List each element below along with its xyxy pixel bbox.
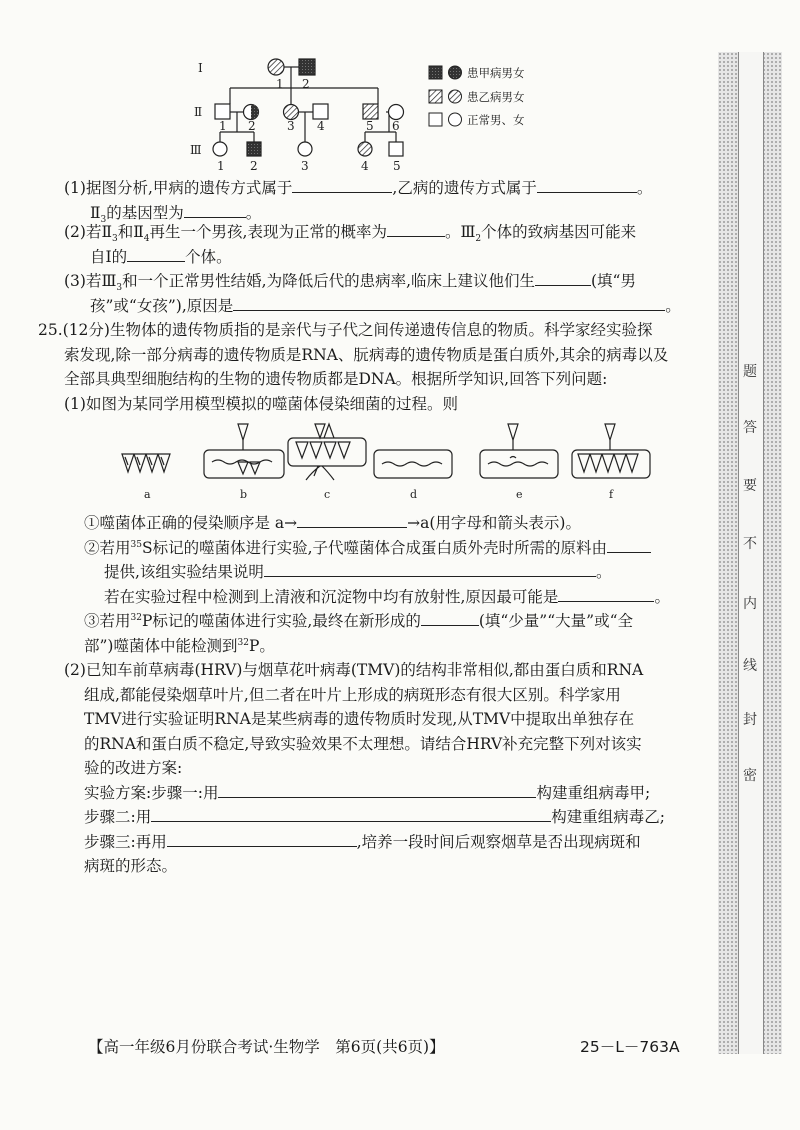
gen-label-II: Ⅱ (194, 105, 203, 119)
pedigree-II4 (313, 104, 328, 119)
pedigree-I1 (268, 59, 284, 75)
q25-part2-1: (2)已知车前草病毒(HRV)与烟草花叶病毒(TMV)的结构非常相似,都由蛋白质和RNA (64, 661, 644, 679)
gen-label-I: Ⅰ (198, 61, 203, 75)
step-3-cont: 病斑的形态。 (84, 857, 178, 875)
phage-infection-figure (110, 418, 670, 502)
q2-line2: 自Ⅰ的 个体。 (90, 248, 232, 266)
q3-line2: 孩”或“女孩”),原因是 。 (90, 297, 681, 315)
q25-part2-4: 的RNA和蛋白质不稳定,导致实验效果不太理想。请结合HRV补充完整下列对该实 (84, 735, 642, 753)
q25-part2-2: 组成,都能侵染烟草叶片,但二者在叶片上形成的病斑形态有很大区别。科学家用 (84, 686, 621, 704)
svg-text:1: 1 (276, 77, 284, 91)
q25-part2-3: TMV进行实验证明RNA是某些病毒的遗传物质时发现,从TMV中提取出单独存在 (84, 710, 635, 728)
svg-text:e: e (516, 488, 523, 501)
pedigree-II5 (363, 104, 378, 119)
q25-sub2-line3: 若在实验过程中检测到上清液和沉淀物中均有放射性,原因最可能是 。 (104, 588, 670, 606)
svg-text:2: 2 (248, 119, 256, 133)
q25-intro-3: 全部具典型细胞结构的生物的遗传物质都是DNA。根据所学知识,回答下列问题: (64, 370, 608, 388)
figure-f (572, 424, 650, 478)
q3-line1: (3)若$Ⅲ_3$和一个正常男性结婚,为降低后代的患病率,临床上建议他们生 (填“男 (64, 272, 636, 294)
pedigree-III2 (247, 142, 261, 156)
q25-sub3-line1: ③若用$^{32}$P标记的噬菌体进行实验,最终在新形成的 (填“少量”“大量”或“全 (84, 612, 633, 630)
answer-blank[interactable] (558, 587, 654, 602)
legend-normal: 正常男、女 (467, 113, 525, 127)
figure-d (374, 450, 452, 478)
seal-char: 答 (743, 420, 757, 436)
answer-blank[interactable] (297, 513, 407, 528)
figure-b (204, 424, 284, 478)
pedigree-II2 (244, 105, 259, 120)
q1-line2: $Ⅱ_3$的基因型为 。 (90, 204, 262, 226)
svg-text:d: d (410, 488, 418, 501)
seal-char: 不 (743, 536, 757, 552)
answer-blank[interactable] (167, 832, 357, 847)
q2-line1: (2)若$Ⅱ_3$和$Ⅱ_4$再生一个男孩,表现为正常的概率为 。$Ⅲ_2$个体的致病基因可能来 (64, 223, 637, 245)
figure-a (122, 454, 170, 472)
pedigree-III1 (213, 142, 227, 156)
q25-sub2-line1: ②若用$^{35}$S标记的噬菌体进行实验,子代噬菌体合成蛋白质外壳时所需的原料由 (84, 538, 651, 558)
pedigree-II3 (284, 105, 299, 120)
legend-a: 患甲病男女 (467, 66, 525, 80)
q25-part2-5: 验的改进方案: (84, 759, 183, 777)
seal-char: 密 (743, 768, 757, 784)
answer-blank[interactable] (218, 783, 536, 798)
figure-e (480, 424, 558, 478)
answer-blank[interactable] (607, 538, 651, 553)
pedigree-I2 (299, 59, 315, 75)
svg-text:4: 4 (361, 159, 369, 173)
answer-blank[interactable] (127, 247, 185, 262)
answer-blank[interactable] (421, 611, 479, 626)
seal-line-sidebar (718, 52, 782, 1054)
svg-text:c: c (324, 488, 331, 501)
seal-char: 线 (743, 658, 757, 674)
q25-part1: (1)如图为某同学用模型模拟的噬菌体侵染细菌的过程。则 (64, 395, 458, 413)
step-2: 步骤二:用 构建重组病毒乙; (84, 808, 665, 826)
answer-blank[interactable] (387, 222, 445, 237)
svg-text:b: b (240, 488, 248, 501)
pedigree-chart (190, 50, 430, 180)
answer-blank[interactable] (535, 271, 591, 286)
svg-text:f: f (609, 488, 614, 501)
step-3: 步骤三:再用 ,培养一段时间后观察烟草是否出现病斑和 (84, 833, 641, 851)
gen-label-III: Ⅲ (190, 143, 202, 157)
seal-char: 要 (743, 478, 757, 494)
svg-text:1: 1 (219, 119, 227, 133)
seal-char: 封 (743, 712, 757, 728)
svg-text:2: 2 (302, 77, 310, 91)
answer-blank[interactable] (264, 562, 596, 577)
seal-char: 题 (743, 364, 757, 380)
svg-text:a: a (144, 488, 151, 501)
seal-char: 内 (743, 596, 757, 612)
answer-blank[interactable] (537, 178, 637, 193)
svg-text:1: 1 (217, 159, 225, 173)
answer-blank[interactable] (233, 296, 665, 311)
pedigree-III4 (358, 142, 372, 156)
page-footer: 【高一年级6月份联合考试·生物学 第6页(共6页)】 (88, 1038, 445, 1056)
q25-intro-2: 索发现,除一部分病毒的遗传物质是RNA、朊病毒的遗传物质是蛋白质外,其余的病毒以及 (64, 346, 669, 364)
step-1: 实验方案:步骤一:用 构建重组病毒甲; (84, 784, 651, 802)
svg-text:4: 4 (317, 119, 325, 133)
figure-c (288, 424, 366, 480)
svg-text:5: 5 (366, 119, 374, 133)
q25-sub3-line2: 部”)噬菌体中能检测到$^{32}$P。 (84, 637, 275, 655)
legend-symbols (428, 64, 468, 128)
answer-blank[interactable] (184, 203, 246, 218)
answer-blank[interactable] (292, 178, 392, 193)
q25-sub2-line2: 提供,该组实验结果说明 。 (104, 563, 612, 581)
exam-code: 25－L－763A (580, 1038, 680, 1056)
legend-b: 患乙病男女 (467, 90, 525, 104)
pedigree-II6 (389, 105, 404, 120)
q1-line1: (1)据图分析,甲病的遗传方式属于 ,乙病的遗传方式属于 。 (64, 179, 653, 197)
svg-text:5: 5 (393, 159, 401, 173)
pedigree-III5 (389, 142, 403, 156)
pedigree-III3 (298, 142, 312, 156)
q25-intro-1: 25.(12分)生物体的遗传物质指的是亲代与子代之间传递遗传信息的物质。科学家经实验探 (38, 321, 653, 339)
svg-text:2: 2 (250, 159, 258, 173)
svg-text:3: 3 (301, 159, 309, 173)
answer-blank[interactable] (151, 807, 551, 822)
svg-text:6: 6 (392, 119, 400, 133)
pedigree-II1 (215, 104, 230, 119)
q25-sub1: ①噬菌体正确的侵染顺序是 a→ →a(用字母和箭头表示)。 (84, 514, 581, 532)
svg-text:3: 3 (287, 119, 295, 133)
